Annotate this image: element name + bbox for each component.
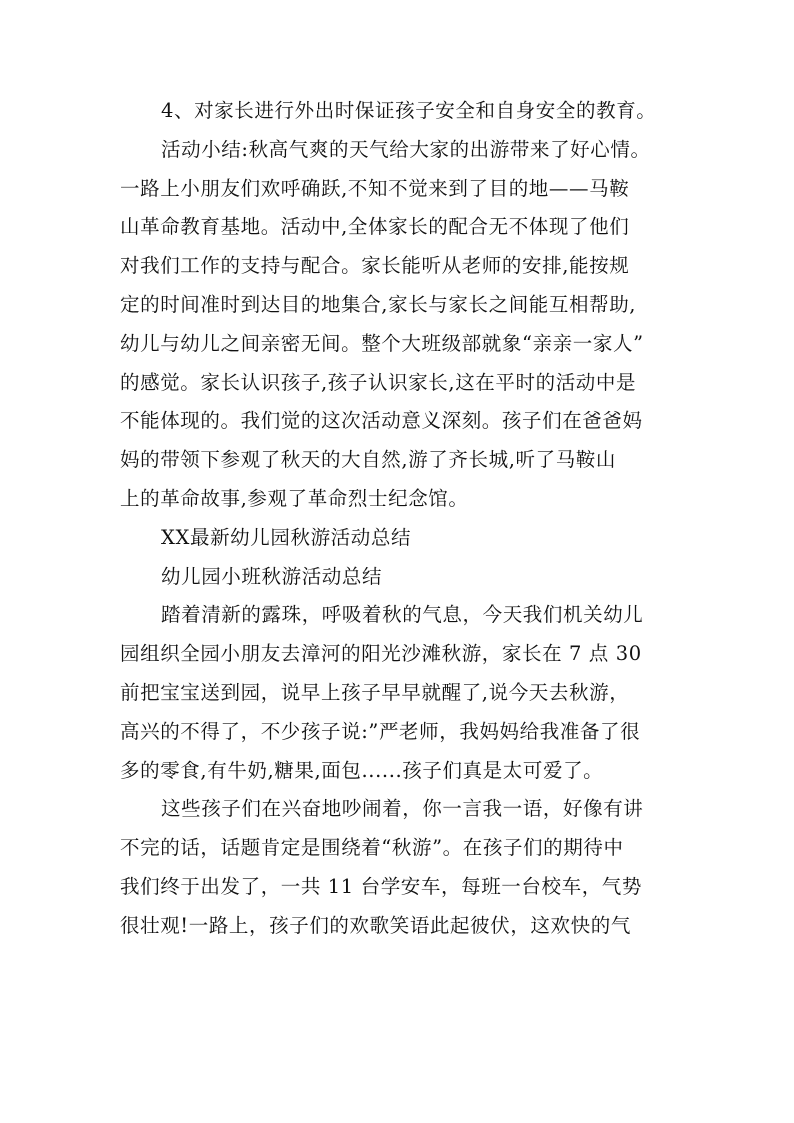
section-heading: XX最新幼儿园秋游活动总结 [161, 525, 412, 549]
text-line: 园组织全园小朋友去漳河的阳光沙滩秋游，家长在 7 点 30 [120, 642, 642, 666]
text-line: 不能体现的。我们觉的这次活动意义深刻。孩子们在爸爸妈 [120, 409, 643, 433]
text-line: 多的零食,有牛奶,糖果,面包......孩子们真是太可爱了。 [120, 758, 604, 782]
text-line: 我们终于出发了，一共 11 台学安车，每班一台校车，气势 [120, 874, 643, 898]
text-line: 定的时间准时到达目的地集合,家长与家长之间能互相帮助, [120, 292, 637, 316]
text-line: 很壮观!一路上，孩子们的欢歌笑语此起彼伏，这欢快的气 [120, 913, 631, 937]
text-line: 幼儿与幼儿之间亲密无间。整个大班级部就象“亲亲一家人” [120, 331, 644, 355]
text-line: 山革命教育基地。活动中,全体家长的配合无不体现了他们 [120, 215, 630, 239]
text-line: 的感觉。家长认识孩子,孩子认识家长,这在平时的活动中是 [120, 370, 637, 394]
text-line: 对我们工作的支持与配合。家长能听从老师的安排,能按规 [120, 254, 630, 278]
text-line: 前把宝宝送到园，说早上孩子早早就醒了,说今天去秋游， [120, 680, 630, 704]
text-line: 4、对家长进行外出时保证孩子安全和自身安全的教育。 [161, 99, 657, 122]
text-line: 踏着清新的露珠，呼吸着秋的气息，今天我们机关幼儿 [161, 603, 644, 627]
text-line: 妈的带领下参观了秋天的大自然,游了齐长城,听了马鞍山 [120, 448, 616, 472]
text-line: 上的革命故事,参观了革命烈士纪念馆。 [120, 486, 469, 510]
text-line: 这些孩子们在兴奋地吵闹着，你一言我一语，好像有讲 [161, 797, 644, 821]
section-heading: 幼儿园小班秋游活动总结 [161, 564, 383, 588]
document-body [120, 92, 680, 946]
text-line: 不完的话，话题肯定是围绕着“秋游”。在孩子们的期待中 [120, 836, 624, 860]
text-line: 高兴的不得了，不少孩子说:”严老师，我妈妈给我准备了很 [120, 719, 641, 743]
text-line: 一路上小朋友们欢呼确跃,不知不觉来到了目的地——马鞍 [120, 176, 630, 200]
text-line: 活动小结:秋高气爽的天气给大家的出游带来了好心情。 [161, 137, 651, 161]
